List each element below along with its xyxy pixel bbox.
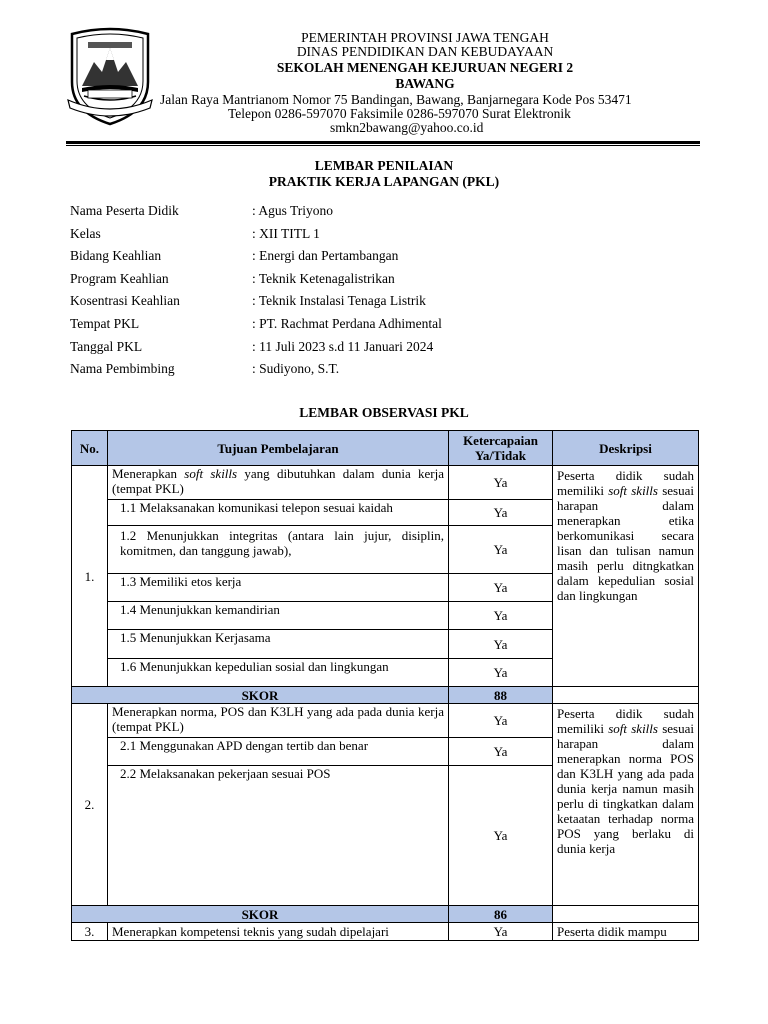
achievement-cell: Ya <box>449 602 553 630</box>
letterhead-rule-thin <box>66 145 700 146</box>
info-row <box>70 269 710 292</box>
observation-table <box>71 430 699 941</box>
info-value: : XII TITL 1 <box>252 225 320 241</box>
province-emblem-icon <box>64 26 156 126</box>
info-row <box>70 359 710 382</box>
score-value: 86 <box>449 906 553 923</box>
description-cell: Peserta didik sudah memiliki soft skills sesuai harapan dalam menerapkan norma POS dan K3LH yang ada pada dunia kerja namun masih perlu di tingkatkan dalam ketaatan terhadap norma POS yang berlaku di dunia kerja <box>553 704 699 906</box>
table-row <box>72 923 699 941</box>
school-phone: Telepon 0286-597070 Faksimile 0286-597070 Surat Elektronik <box>228 106 571 121</box>
score-value: 88 <box>449 687 553 704</box>
achievement-cell: Ya <box>449 500 553 526</box>
objective-item: 1.4 Menunjukkan kemandirian <box>108 602 449 630</box>
info-row <box>70 246 710 269</box>
info-value: : Energi dan Pertambangan <box>252 248 399 264</box>
info-label: Tanggal PKL <box>70 338 143 354</box>
table-row <box>72 704 699 738</box>
achievement-cell: Ya <box>449 738 553 766</box>
achievement-cell: Ya <box>449 574 553 602</box>
info-label: Program Keahlian <box>70 270 169 286</box>
info-label: Nama Peserta Didik <box>70 203 179 218</box>
info-row <box>70 224 710 247</box>
school-location: BAWANG <box>395 76 455 91</box>
observation-title: LEMBAR OBSERVASI PKL <box>299 405 469 420</box>
info-value: : Agus Triyono <box>252 203 334 218</box>
achievement-cell: Ya <box>449 704 553 738</box>
score-row <box>72 687 699 704</box>
objective-item: 1.2 Menunjukkan integritas (antara lain jujur, disiplin, komitmen, dan tanggung jawab), <box>108 526 449 574</box>
objective-item: 2.2 Melaksanakan pekerjaan sesuai POS <box>108 766 449 906</box>
info-value: : Teknik Ketenagalistrikan <box>252 270 395 286</box>
header-no: No. <box>72 431 108 466</box>
description-cell: Peserta didik mampu <box>553 923 699 941</box>
letterhead <box>0 0 768 140</box>
objective-item: 1.6 Menunjukkan kepedulian sosial dan lingkungan <box>108 659 449 687</box>
objective-main: Menerapkan soft skills yang dibutuhkan dalam dunia kerja (tempat PKL) <box>108 466 449 500</box>
section-number: 2. <box>72 704 108 906</box>
info-label: Kosentrasi Keahlian <box>70 293 180 309</box>
objective-item: 1.5 Menunjukkan Kerjasama <box>108 630 449 659</box>
score-label: SKOR <box>72 906 449 923</box>
info-row <box>70 314 710 337</box>
student-info <box>70 201 710 382</box>
info-label: Kelas <box>70 225 101 241</box>
section-number: 1. <box>72 466 108 687</box>
score-empty <box>553 687 699 704</box>
achievement-cell: Ya <box>449 923 553 941</box>
agency-name: DINAS PENDIDIKAN DAN KEBUDAYAAN <box>296 44 554 59</box>
header-achievement: Ketercapaian Ya/Tidak <box>449 431 553 466</box>
score-empty <box>553 906 699 923</box>
objective-item: 2.1 Menggunakan APD dengan tertib dan benar <box>108 738 449 766</box>
description-cell: Peserta didik sudah memiliki soft skills sesuai harapan dalam menerapkan etika berkomunikasi secara lisan dan tulisan namun masih perlu ditngkatkan dalam kepedulian sosial dan lingkungan <box>553 466 699 687</box>
objective-item: 1.1 Melaksanakan komunikasi telepon sesuai kaidah <box>108 500 449 526</box>
info-row <box>70 201 710 224</box>
achievement-cell: Ya <box>449 766 553 906</box>
info-label: Nama Pembimbing <box>70 361 175 377</box>
info-row <box>70 291 710 314</box>
info-label: Tempat PKL <box>70 315 140 331</box>
letterhead-rule-thick <box>66 141 700 144</box>
objective-main: Menerapkan norma, POS dan K3LH yang ada pada dunia kerja (tempat PKL) <box>108 704 449 738</box>
info-label: Bidang Keahlian <box>70 248 162 264</box>
section-number: 3. <box>72 923 108 941</box>
info-value: : 11 Juli 2023 s.d 11 Januari 2024 <box>252 338 434 354</box>
info-value: : PT. Rachmat Perdana Adhimental <box>252 315 442 331</box>
achievement-cell: Ya <box>449 526 553 574</box>
objective-item: 1.3 Memiliki etos kerja <box>108 574 449 602</box>
table-row <box>72 466 699 500</box>
info-row <box>70 337 710 360</box>
achievement-cell: Ya <box>449 630 553 659</box>
info-value: : Sudiyono, S.T. <box>252 361 340 377</box>
objective-main: Menerapkan kompetensi teknis yang sudah dipelajari <box>108 923 449 941</box>
header-description: Deskripsi <box>553 431 699 466</box>
school-name: SEKOLAH MENENGAH KEJURUAN NEGERI 2 <box>276 60 574 75</box>
info-value: : Teknik Instalasi Tenaga Listrik <box>252 293 426 309</box>
gov-name: PEMERINTAH PROVINSI JAWA TENGAH <box>301 30 549 45</box>
achievement-cell: Ya <box>449 466 553 500</box>
school-address: Jalan Raya Mantrianom Nomor 75 Bandingan, Bawang, Banjarnegara Kode Pos 53471 <box>160 92 632 107</box>
school-email: smkn2bawang@yahoo.co.id <box>330 120 484 135</box>
score-row <box>72 906 699 923</box>
header-objective: Tujuan Pembelajaran <box>108 431 449 466</box>
table-header-row <box>72 431 699 466</box>
document-subtitle: PRAKTIK KERJA LAPANGAN (PKL) <box>268 174 500 189</box>
score-label: SKOR <box>72 687 449 704</box>
achievement-cell: Ya <box>449 659 553 687</box>
document-title: LEMBAR PENILAIAN <box>314 158 454 173</box>
